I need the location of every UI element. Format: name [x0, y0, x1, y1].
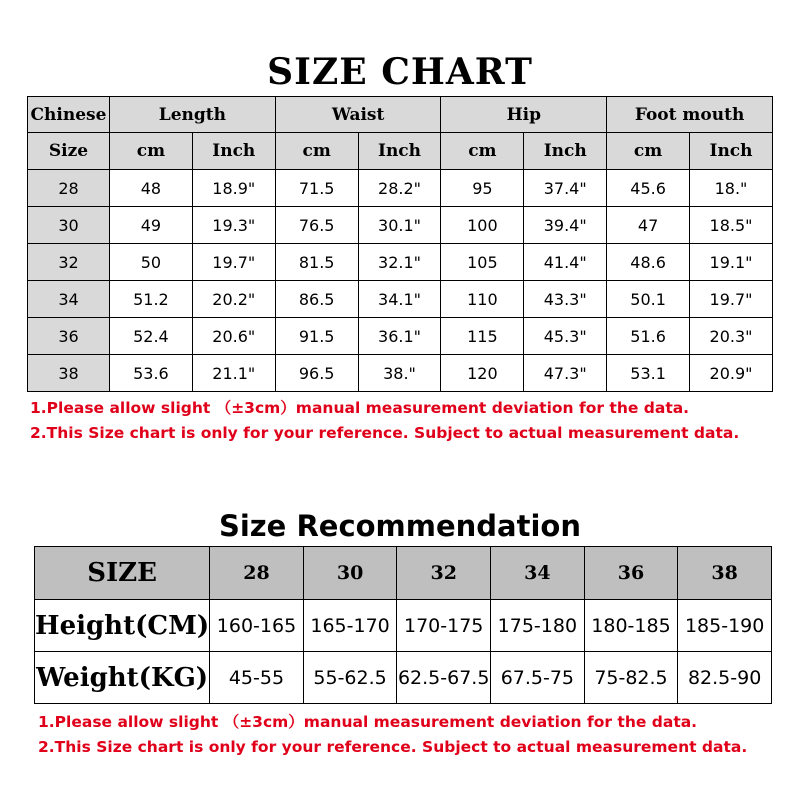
height-cell: 170-175 — [397, 600, 491, 652]
table-row — [28, 244, 773, 281]
table-cell: 18.5" — [690, 207, 773, 244]
table-cell: 20.6" — [192, 318, 275, 355]
table-cell: 120 — [441, 355, 524, 392]
table-cell: 38." — [358, 355, 441, 392]
recommendation-note-1: 1.Please allow slight （±3cm）manual measurement deviation for the data. — [38, 713, 698, 731]
unit-header: cm — [109, 133, 192, 170]
table-row — [28, 207, 773, 244]
table-cell: 50.1 — [607, 281, 690, 318]
table-row — [28, 318, 773, 355]
table-cell: 45.6 — [607, 170, 690, 207]
weight-label: Weight(KG) — [35, 652, 210, 704]
table-cell: 48 — [109, 170, 192, 207]
table-cell: 96.5 — [275, 355, 358, 392]
weight-cell: 82.5-90 — [678, 652, 772, 704]
table-cell: 47 — [607, 207, 690, 244]
size-chart-note-1: 1.Please allow slight （±3cm）manual measurement deviation for the data. — [30, 399, 690, 417]
table-cell: 95 — [441, 170, 524, 207]
table-cell: 18.9" — [192, 170, 275, 207]
foot-mouth-header: Foot mouth — [607, 97, 773, 133]
table-cell: 86.5 — [275, 281, 358, 318]
table-cell: 51.6 — [607, 318, 690, 355]
size-column-header: 28 — [210, 547, 304, 600]
height-cell: 160-165 — [210, 600, 304, 652]
table-cell: 76.5 — [275, 207, 358, 244]
recommendation-header-row — [35, 547, 772, 600]
table-cell: 47.3" — [524, 355, 607, 392]
table-cell: 19.3" — [192, 207, 275, 244]
unit-header: Inch — [358, 133, 441, 170]
size-column-header: 36 — [584, 547, 678, 600]
table-cell: 30.1" — [358, 207, 441, 244]
table-cell: 45.3" — [524, 318, 607, 355]
weight-row — [35, 652, 772, 704]
table-cell: 34.1" — [358, 281, 441, 318]
size-chart-header-row — [28, 97, 773, 133]
weight-cell: 55-62.5 — [303, 652, 397, 704]
table-cell: 52.4 — [109, 318, 192, 355]
weight-cell: 75-82.5 — [584, 652, 678, 704]
weight-cell: 67.5-75 — [491, 652, 585, 704]
size-chart-title: SIZE CHART — [267, 51, 533, 93]
height-cell: 180-185 — [584, 600, 678, 652]
table-cell: 20.2" — [192, 281, 275, 318]
table-cell: 43.3" — [524, 281, 607, 318]
table-cell: 28.2" — [358, 170, 441, 207]
chinese-size-header: Chinese — [28, 97, 110, 133]
table-cell: 37.4" — [524, 170, 607, 207]
table-cell: 39.4" — [524, 207, 607, 244]
size-cell: 30 — [28, 207, 110, 244]
unit-header: Inch — [192, 133, 275, 170]
size-header: Size — [28, 133, 110, 170]
size-recommendation-table — [34, 546, 772, 704]
table-cell: 19.1" — [690, 244, 773, 281]
size-chart-unit-row — [28, 133, 773, 170]
size-label: SIZE — [35, 547, 210, 600]
height-row — [35, 600, 772, 652]
table-cell: 91.5 — [275, 318, 358, 355]
table-cell: 49 — [109, 207, 192, 244]
size-cell: 34 — [28, 281, 110, 318]
size-recommendation-title: Size Recommendation — [218, 509, 582, 543]
size-cell: 36 — [28, 318, 110, 355]
table-cell: 36.1" — [358, 318, 441, 355]
size-column-header: 38 — [678, 547, 772, 600]
table-cell: 115 — [441, 318, 524, 355]
table-cell: 20.9" — [690, 355, 773, 392]
height-cell: 165-170 — [303, 600, 397, 652]
unit-header: cm — [441, 133, 524, 170]
table-cell: 71.5 — [275, 170, 358, 207]
table-cell: 20.3" — [690, 318, 773, 355]
size-cell: 38 — [28, 355, 110, 392]
table-cell: 53.6 — [109, 355, 192, 392]
table-cell: 81.5 — [275, 244, 358, 281]
height-label: Height(CM) — [35, 600, 210, 652]
recommendation-note-2: 2.This Size chart is only for your reference. Subject to actual measurement data. — [38, 738, 748, 756]
table-cell: 41.4" — [524, 244, 607, 281]
table-cell: 18." — [690, 170, 773, 207]
table-cell: 110 — [441, 281, 524, 318]
table-row — [28, 281, 773, 318]
size-chart-note-2: 2.This Size chart is only for your reference. Subject to actual measurement data. — [30, 424, 740, 442]
table-cell: 19.7" — [690, 281, 773, 318]
table-cell: 21.1" — [192, 355, 275, 392]
waist-header: Waist — [275, 97, 441, 133]
table-row — [28, 170, 773, 207]
table-cell: 51.2 — [109, 281, 192, 318]
table-cell: 50 — [109, 244, 192, 281]
size-column-header: 30 — [303, 547, 397, 600]
size-column-header: 34 — [491, 547, 585, 600]
table-cell: 48.6 — [607, 244, 690, 281]
weight-cell: 62.5-67.5 — [397, 652, 491, 704]
size-cell: 32 — [28, 244, 110, 281]
table-cell: 19.7" — [192, 244, 275, 281]
size-chart-table — [27, 96, 773, 392]
unit-header: Inch — [524, 133, 607, 170]
table-row — [28, 355, 773, 392]
unit-header: cm — [275, 133, 358, 170]
length-header: Length — [109, 97, 275, 133]
size-cell: 28 — [28, 170, 110, 207]
unit-header: cm — [607, 133, 690, 170]
height-cell: 185-190 — [678, 600, 772, 652]
unit-header: Inch — [690, 133, 773, 170]
table-cell: 32.1" — [358, 244, 441, 281]
table-cell: 53.1 — [607, 355, 690, 392]
table-cell: 100 — [441, 207, 524, 244]
weight-cell: 45-55 — [210, 652, 304, 704]
table-cell: 105 — [441, 244, 524, 281]
hip-header: Hip — [441, 97, 607, 133]
height-cell: 175-180 — [491, 600, 585, 652]
size-column-header: 32 — [397, 547, 491, 600]
